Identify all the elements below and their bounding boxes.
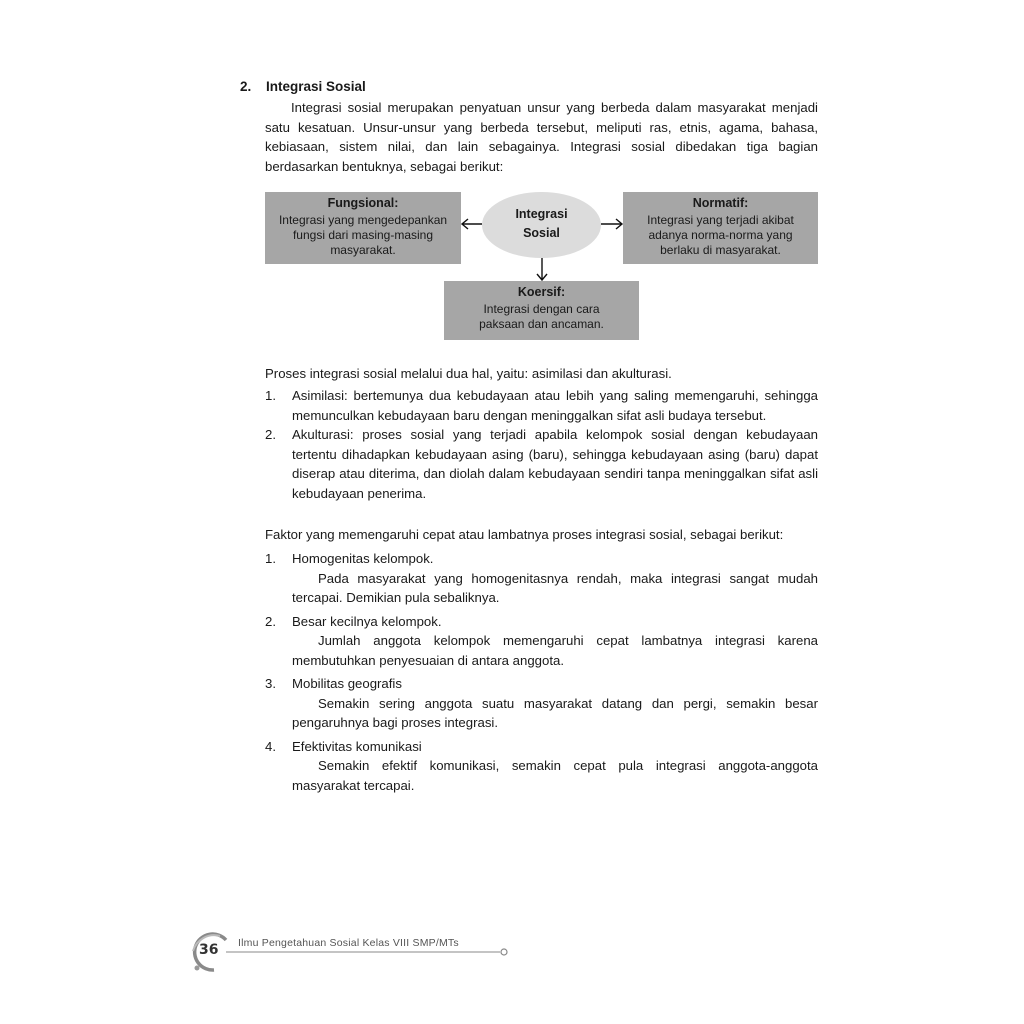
box-text: Integrasi yang terjadi akibat adanya norma-norma yang berlaku di masyarakat.: [647, 213, 794, 257]
page-number: 36: [199, 942, 219, 958]
list-number: 1.: [265, 551, 276, 566]
factor-title: Efektivitas komunikasi: [292, 738, 422, 754]
factor-desc: Jumlah anggota kelompok memengaruhi cepat lambatnya integrasi karena membutuhkan penyesuaian di antara anggota.: [292, 633, 818, 668]
box-title: Normatif:: [692, 196, 749, 210]
factor-title: Homogenitas kelompok.: [292, 551, 434, 566]
list-number: 3.: [265, 676, 276, 691]
box-title: Koersif:: [517, 285, 566, 299]
box-text: Integrasi dengan cara paksaan dan ancaman.: [479, 302, 604, 331]
footer-end-dot-icon: [501, 949, 507, 955]
section-number: 2.: [240, 79, 252, 94]
center-line1: Integrasi: [515, 207, 568, 221]
factor-desc: Semakin sering anggota suatu masyarakat datang dan pergi, semakin besar pengaruhnya bagi proses integrasi.: [292, 695, 818, 730]
factor-desc: Pada masyarakat yang homogenitasnya rendah, maka integrasi sangat mudah tercapai. Demikian pula sebaliknya.: [292, 570, 818, 605]
center-line2: Sosial: [523, 226, 560, 240]
list-text: Asimilasi: bertemunya dua kebudayaan atau lebih yang saling memengaruhi, sehingga memunculkan kebudayaan baru dengan meninggalkan sifat asli budaya tersebut.: [292, 388, 818, 423]
list-number: 4.: [265, 738, 276, 754]
list-number: 1.: [265, 388, 276, 403]
factor-title: Besar kecilnya kelompok.: [292, 613, 442, 629]
section-title: Integrasi Sosial: [266, 79, 366, 94]
list-number: 2.: [265, 613, 276, 629]
box-text: Integrasi yang mengedepankan fungsi dari masing-masing masyarakat.: [278, 213, 448, 257]
factors-intro: Faktor yang memengaruhi cepat atau lambatnya proses integrasi sosial, sebagai berikut:: [265, 527, 784, 542]
intro-paragraph: Integrasi sosial merupakan penyatuan unsur yang berbeda dalam masyarakat menjadi satu kesatuan. Unsur-unsur yang berbeda tersebut, meliputi ras, etnis, agama, bahasa, kebiasaan, sistem nilai, dan lain sebagainya. Integrasi sosial dibedakan tiga bagian berdasarkan bentuknya, sebagai berikut:: [265, 100, 818, 174]
book-title: Ilmu Pengetahuan Sosial Kelas VIII SMP/MTs: [238, 937, 459, 949]
list-text: Akulturasi: proses sosial yang terjadi apabila kelompok sosial dengan kebudayaan tertentu dihadapkan kebudayaan asing (baru), sehingga kebudayaan asing (baru) dapat diserap atau diterima, dan diolah dalam kebudayaan sendiri tanpa meninggalkan sifat asli kebudayaan penerima.: [292, 427, 818, 501]
factor-desc: Semakin efektif komunikasi, semakin cepat pula integrasi anggota-anggota masyarakat tercapai.: [292, 758, 818, 793]
factor-title: Mobilitas geografis: [292, 676, 402, 691]
process-intro: Proses integrasi sosial melalui dua hal, yaitu: asimilasi dan akulturasi.: [265, 366, 672, 381]
list-number: 2.: [265, 427, 276, 442]
box-title: Fungsional:: [327, 196, 399, 210]
